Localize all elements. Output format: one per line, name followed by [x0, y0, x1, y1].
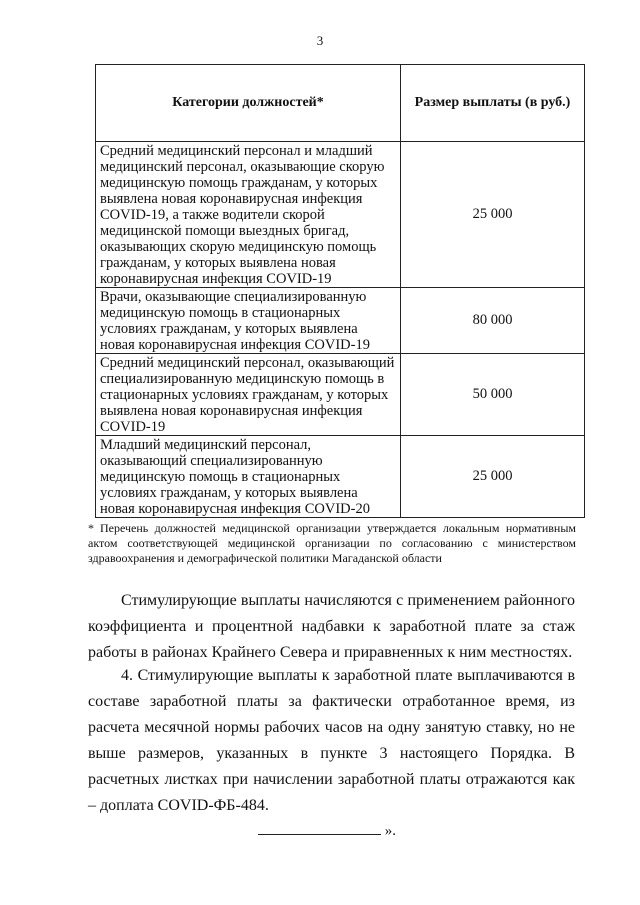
header-category: Категории должностей* [96, 65, 401, 142]
paragraph-stimulating-payments: Стимулирующие выплаты начисляются с применением районного коэффициента и процентной надбавки к заработной плате за стаж работы в районах Крайнего Севера и приравненных к ним местностях. [88, 592, 575, 661]
row-amount: 25 000 [401, 142, 585, 288]
table-row [96, 436, 585, 518]
closing-line [258, 822, 396, 840]
row-amount: 50 000 [401, 354, 585, 436]
row-category: Врачи, оказывающие специализированную медицинскую помощь в стационарных условиях гражданам, у которых выявлена новая коронавирусная инфекция COVID-19 [96, 288, 401, 354]
footnote-marker: * [88, 521, 94, 535]
row-category: Младший медицинский персонал, оказывающий специализированную медицинскую помощь в стационарных условиях гражданам, у которых выявлена новая коронавирусная инфекция COVID-20 [96, 436, 401, 518]
paragraph-item-4: 4. Стимулирующие выплаты к заработной плате выплачиваются в составе заработной платы за фактически отработанное время, из расчета месячной нормы рабочих часов на одну занятую ставку, но не выше размеров, указанных в пункте 3 настоящего Порядка. В расчетных листках при начислении заработной платы отражаются как – доплата COVID-ФБ-484. [88, 667, 575, 814]
blank-underline [258, 822, 381, 835]
footnote-text: Перечень должностей медицинской организации утверждается локальным нормативным актом соответствующей медицинской организации по согласованию с министерством здравоохранения и демографической политики Магаданской области [88, 521, 576, 565]
page-number: 3 [316, 33, 324, 48]
header-amount: Размер выплаты (в руб.) [401, 65, 585, 142]
row-amount: 25 000 [401, 436, 585, 518]
table-header-row [96, 65, 585, 142]
payments-table [95, 64, 585, 518]
footnote [88, 521, 576, 566]
closing-quote: ». [384, 823, 396, 839]
table-row [96, 142, 585, 288]
row-category: Средний медицинский персонал и младший медицинский персонал, оказывающие скорую медицинскую помощь гражданам, у которых выявлена новая коронавирусная инфекция COVID-19, а также водители скорой медицинской помощи выездных бригад, оказывающих скорую медицинскую помощь гражданам, у которых выявлена новая коронавирусная инфекция COVID-19 [96, 142, 401, 288]
table-row [96, 288, 585, 354]
row-amount: 80 000 [401, 288, 585, 354]
table-row [96, 354, 585, 436]
row-category: Средний медицинский персонал, оказывающий специализированную медицинскую помощь в стационарных условиях гражданам, у которых выявлена новая коронавирусная инфекция COVID-19 [96, 354, 401, 436]
